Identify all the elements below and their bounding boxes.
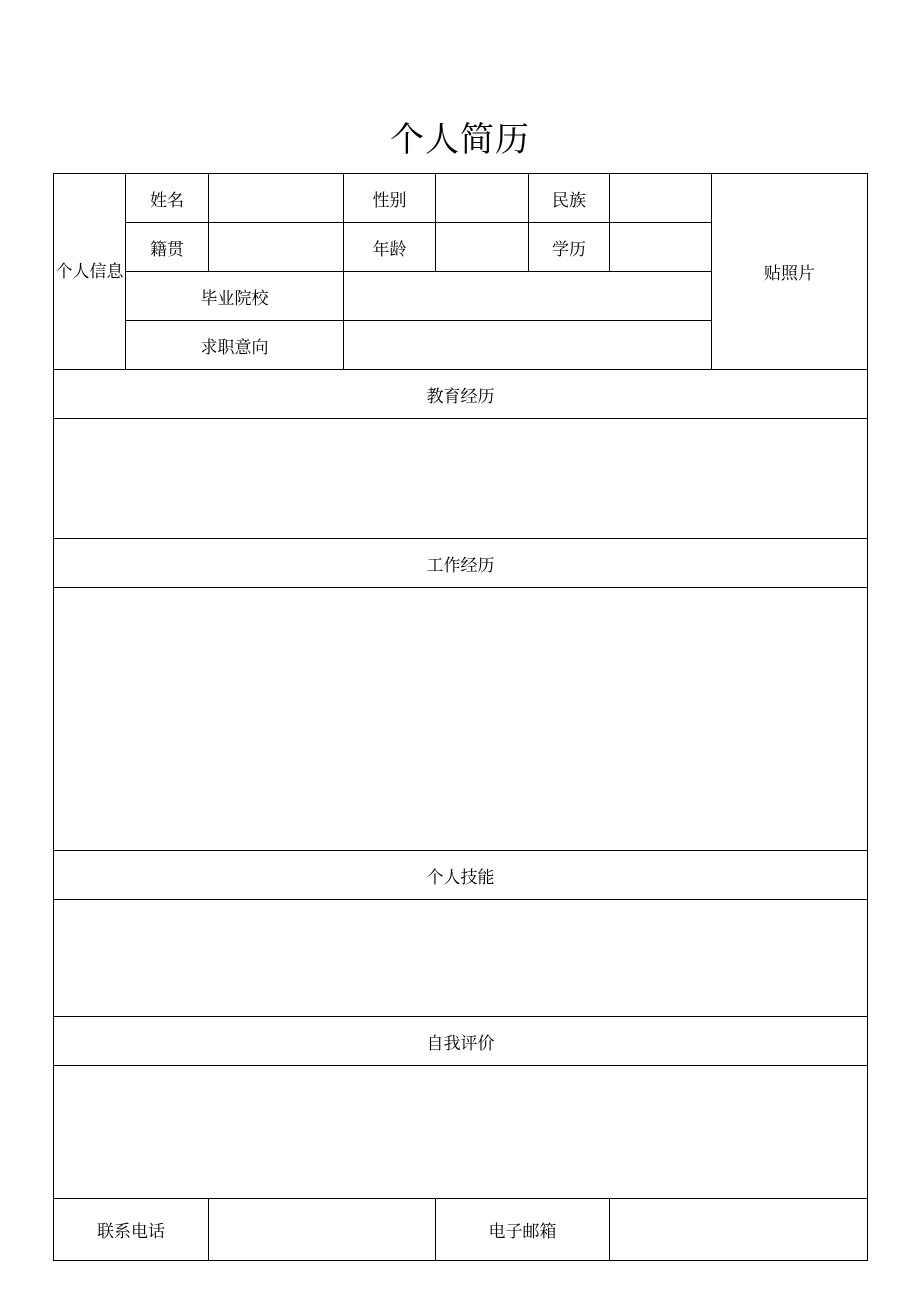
self-evaluation-content-area[interactable]	[54, 1066, 868, 1199]
work-section-header: 工作经历	[54, 539, 868, 588]
education-section-header: 教育经历	[54, 370, 868, 419]
job-intention-label: 求职意向	[126, 321, 344, 370]
skills-content-area[interactable]	[54, 900, 868, 1017]
name-field[interactable]	[209, 174, 344, 223]
education-content-area[interactable]	[54, 419, 868, 539]
ethnicity-label: 民族	[529, 174, 610, 223]
ethnicity-field[interactable]	[610, 174, 712, 223]
job-intention-field[interactable]	[344, 321, 712, 370]
photo-placeholder[interactable]: 贴照片	[712, 174, 868, 370]
age-label: 年龄	[344, 223, 436, 272]
phone-field[interactable]	[209, 1199, 436, 1261]
school-label: 毕业院校	[126, 272, 344, 321]
education-level-field[interactable]	[610, 223, 712, 272]
gender-label: 性别	[344, 174, 436, 223]
name-label: 姓名	[126, 174, 209, 223]
self-evaluation-section-header: 自我评价	[54, 1017, 868, 1066]
email-label: 电子邮箱	[436, 1199, 610, 1261]
phone-label: 联系电话	[54, 1199, 209, 1261]
native-place-field[interactable]	[209, 223, 344, 272]
age-field[interactable]	[436, 223, 529, 272]
school-field[interactable]	[344, 272, 712, 321]
personal-info-label: 个人信息	[54, 174, 126, 370]
resume-table	[53, 173, 868, 1261]
education-level-label: 学历	[529, 223, 610, 272]
page-title: 个人简历	[390, 120, 530, 160]
email-field[interactable]	[610, 1199, 868, 1261]
work-content-area[interactable]	[54, 588, 868, 851]
gender-field[interactable]	[436, 174, 529, 223]
skills-section-header: 个人技能	[54, 851, 868, 900]
native-place-label: 籍贯	[126, 223, 209, 272]
